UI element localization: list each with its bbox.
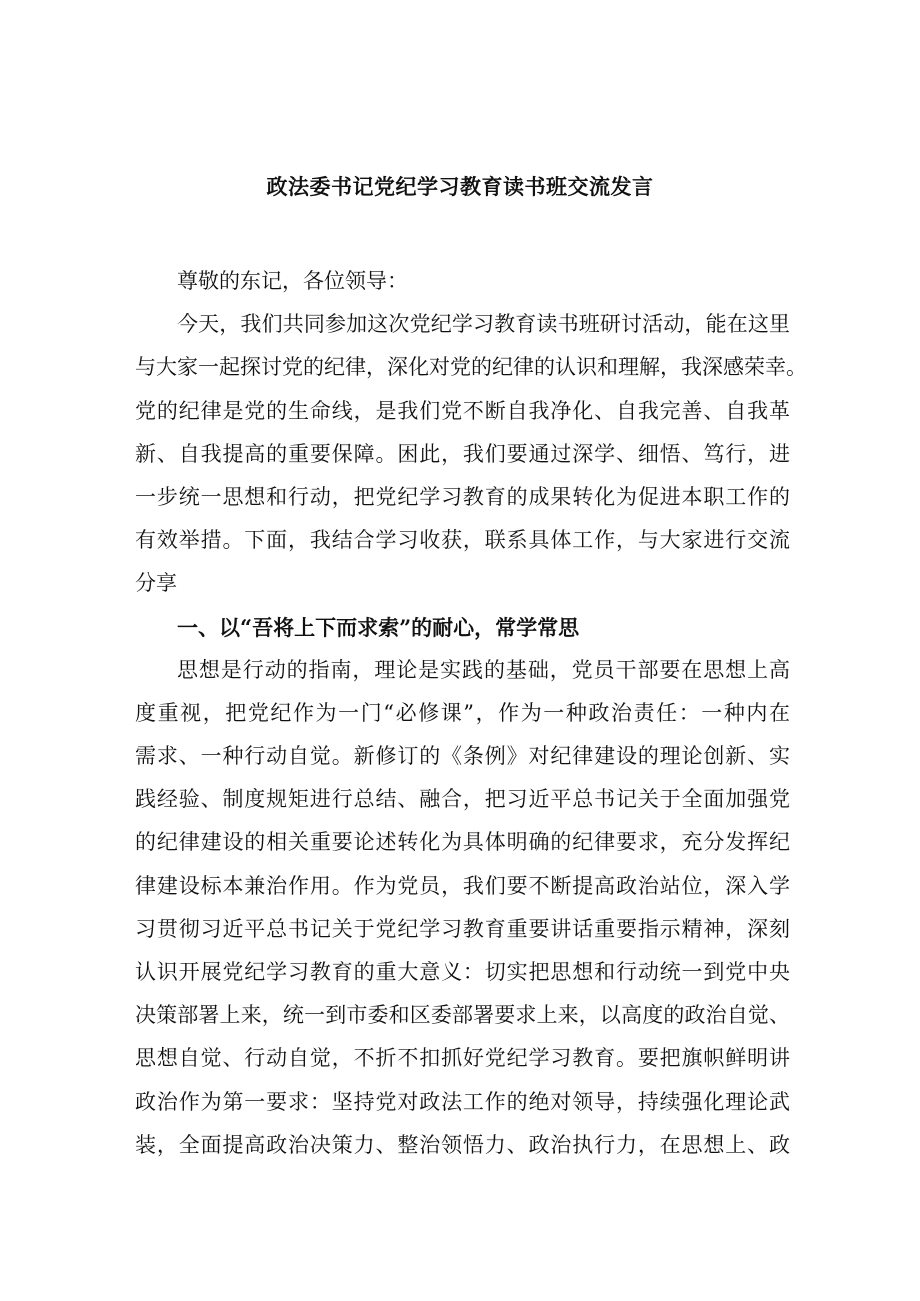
body-line: 践经验、制度规矩进行总结、融合，把习近平总书记关于全面加强党 [135, 787, 790, 812]
body-line: 一步统一思想和行动，把党纪学习教育的成果转化为促进本职工作的 [135, 484, 790, 509]
body-line: 认识开展党纪学习教育的重大意义：切实把思想和行动统一到党中央 [135, 960, 790, 984]
document-title: 政法委书记党纪学习教育读书班交流发言 [266, 174, 654, 199]
body-line: 分享 [135, 571, 177, 596]
body-line: 思想自觉、行动自觉，不折不扣抓好党纪学习教育。要把旗帜鲜明讲 [135, 1046, 790, 1071]
body-line: 尊敬的东记，各位领导： [177, 269, 408, 293]
body-line: 政治作为第一要求：坚持党对政法工作的绝对领导，持续强化理论武 [135, 1089, 790, 1114]
body-line: 度重视，把党纪作为一门“必修课”，作为一种政治责任：一种内在 [135, 700, 790, 725]
body-line: 律建设标本兼治作用。作为党员，我们要不断提高政治站位，深入学 [135, 873, 790, 898]
body-line: 有效举措。下面，我结合学习收获，联系具体工作，与大家进行交流 [135, 528, 790, 553]
body-line: 的纪律建设的相关重要论述转化为具体明确的纪律要求，充分发挥纪 [135, 830, 790, 855]
body-line: 装，全面提高政治决策力、整治领悟力、政治执行力，在思想上、政 [135, 1132, 790, 1157]
section-heading: 一、以“吾将上下而求索”的耐心，常学常思 [177, 614, 580, 640]
body-line: 思想是行动的指南，理论是实践的基础，党员干部要在思想上高 [177, 657, 790, 682]
body-line: 需求、一种行动自觉。新修订的《条例》对纪律建设的理论创新、实 [135, 744, 790, 769]
body-line: 决策部署上来，统一到市委和区委部署要求上来，以高度的政治自觉、 [135, 1003, 790, 1028]
document-body [135, 260, 807, 1167]
body-line: 习贯彻习近平总书记关于党纪学习教育重要讲话重要指示精神，深刻 [135, 916, 790, 941]
body-line: 与大家一起探讨党的纪律，深化对党的纪律的认识和理解，我深感荣幸。 [135, 355, 807, 380]
body-line: 新、自我提高的重要保障。困此，我们要通过深学、细悟、笃行，进 [135, 441, 790, 466]
body-line: 党的纪律是党的生命线，是我们党不断自我净化、自我完善、自我革 [135, 398, 790, 423]
body-line: 今天，我们共同参加这次党纪学习教育读书班研讨活动，能在这里 [177, 312, 790, 337]
